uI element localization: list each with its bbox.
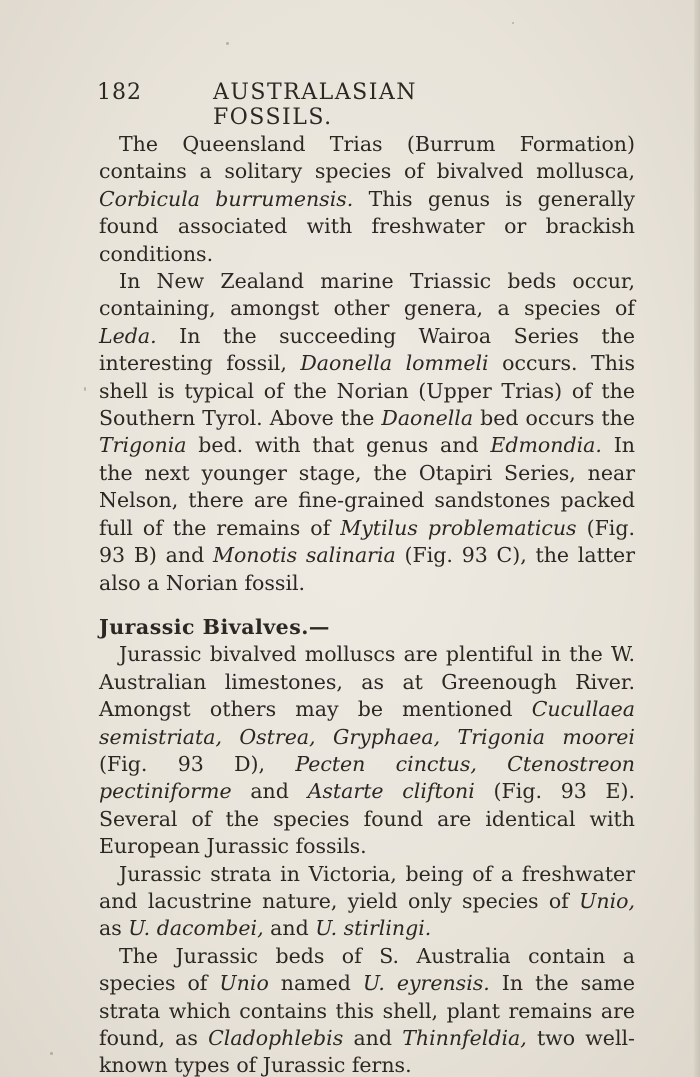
page-number: 182 — [97, 80, 142, 105]
text-run: two well-known types of Jurassic ferns. — [99, 1026, 635, 1077]
paper-speck — [512, 22, 514, 24]
text-run: Jurassic strata in Victoria, being of a freshwater and lacustrine nature, yield only species of — [99, 861, 635, 913]
section-heading-jurassic-bivalves: Jurassic Bivalves.— — [99, 614, 330, 639]
italic-taxon: Corbicula burrumensis. — [99, 186, 354, 211]
italic-taxon: Cladophlebis — [208, 1026, 344, 1050]
text-run: The Queensland Trias (Burrum Formation) contains a solitary species of bivalved mollusca, — [99, 132, 635, 184]
italic-taxon: Cucullaea semistriata, Ostrea, Gryphaea, Trigonia moorei — [99, 697, 635, 749]
paper-speck — [84, 387, 86, 391]
italic-taxon: Trigonia — [99, 433, 187, 458]
text-run: as — [99, 916, 129, 941]
text-run: named — [268, 971, 363, 996]
text-run: (Fig. 93 D), — [99, 751, 296, 776]
italic-taxon: Monotis salinaria — [212, 543, 396, 568]
paper-speck — [50, 1052, 53, 1055]
italic-taxon: Daonella lommeli — [300, 351, 489, 376]
italic-taxon: U. dacombei, — [128, 916, 264, 941]
text-run: (Fig. 93 C), the latter also a Norian fossil. — [99, 543, 635, 595]
text-run: In the next younger stage, the Otapiri Series, near Nelson, there are fine-grained sandstones packed full of the remains of — [99, 433, 635, 540]
text-run: (Fig. 93 E). Several of the species found are identical with European Jurassic fossils. — [99, 779, 635, 859]
italic-taxon: U. eyrensis. — [362, 971, 490, 996]
paper-speck — [226, 42, 229, 45]
text-run: In New Zealand marine Triassic beds occur, containing, amongst other genera, a species of — [99, 269, 635, 321]
paragraph-new-zealand-trias — [99, 268, 635, 597]
italic-taxon: Thinnfeldia, — [402, 1026, 527, 1050]
italic-taxon: U. stirlingi. — [315, 916, 432, 941]
text-run: occurs. This shell is typical of the Norian (Upper Trias) of the Southern Tyrol. Above the — [99, 351, 635, 431]
paragraph-victoria-jurassic — [99, 861, 635, 943]
text-run: This genus is generally found associated with freshwater or brackish conditions. — [99, 186, 635, 266]
page-header — [97, 80, 537, 130]
page-body — [99, 131, 635, 1077]
italic-taxon: Mytilus problematicus — [340, 515, 577, 540]
italic-taxon: Astarte cliftoni — [307, 779, 475, 804]
paragraph-sa-jurassic — [99, 943, 635, 1077]
text-run: In the same strata which contains this shell, plant remains are found, as — [99, 971, 635, 1050]
italic-taxon: Daonella — [381, 406, 474, 431]
text-run: and — [343, 1026, 403, 1050]
text-run: bed occurs the — [473, 406, 635, 431]
paragraph-wa-jurassic — [99, 641, 635, 860]
text-run: The Jurassic beds of S. Australia contain a species of — [99, 943, 635, 996]
paragraph-queensland-trias — [99, 131, 635, 268]
text-run: and — [231, 779, 308, 804]
italic-taxon: Edmondia. — [490, 433, 602, 458]
italic-taxon: Unio — [219, 971, 269, 996]
italic-taxon: Pecten cinctus, Ctenostreon pectiniforme — [99, 751, 635, 804]
text-run: (Fig. 93 B) and — [99, 515, 636, 568]
running-title: AUSTRALASIAN FOSSILS. — [213, 80, 418, 130]
italic-taxon: Leda. — [99, 323, 157, 348]
text-run: In the succeeding Wairoa Series the interesting fossil, — [99, 323, 635, 376]
text-run: bed. with that genus and — [186, 433, 491, 458]
text-run: and — [263, 916, 316, 941]
italic-taxon: Unio, — [579, 888, 635, 913]
page-edge — [694, 0, 700, 1077]
text-run: Jurassic bivalved molluscs are plentiful in the W. Australian limestones, as at Greenough River. Amongst others may be mentioned — [99, 642, 635, 722]
